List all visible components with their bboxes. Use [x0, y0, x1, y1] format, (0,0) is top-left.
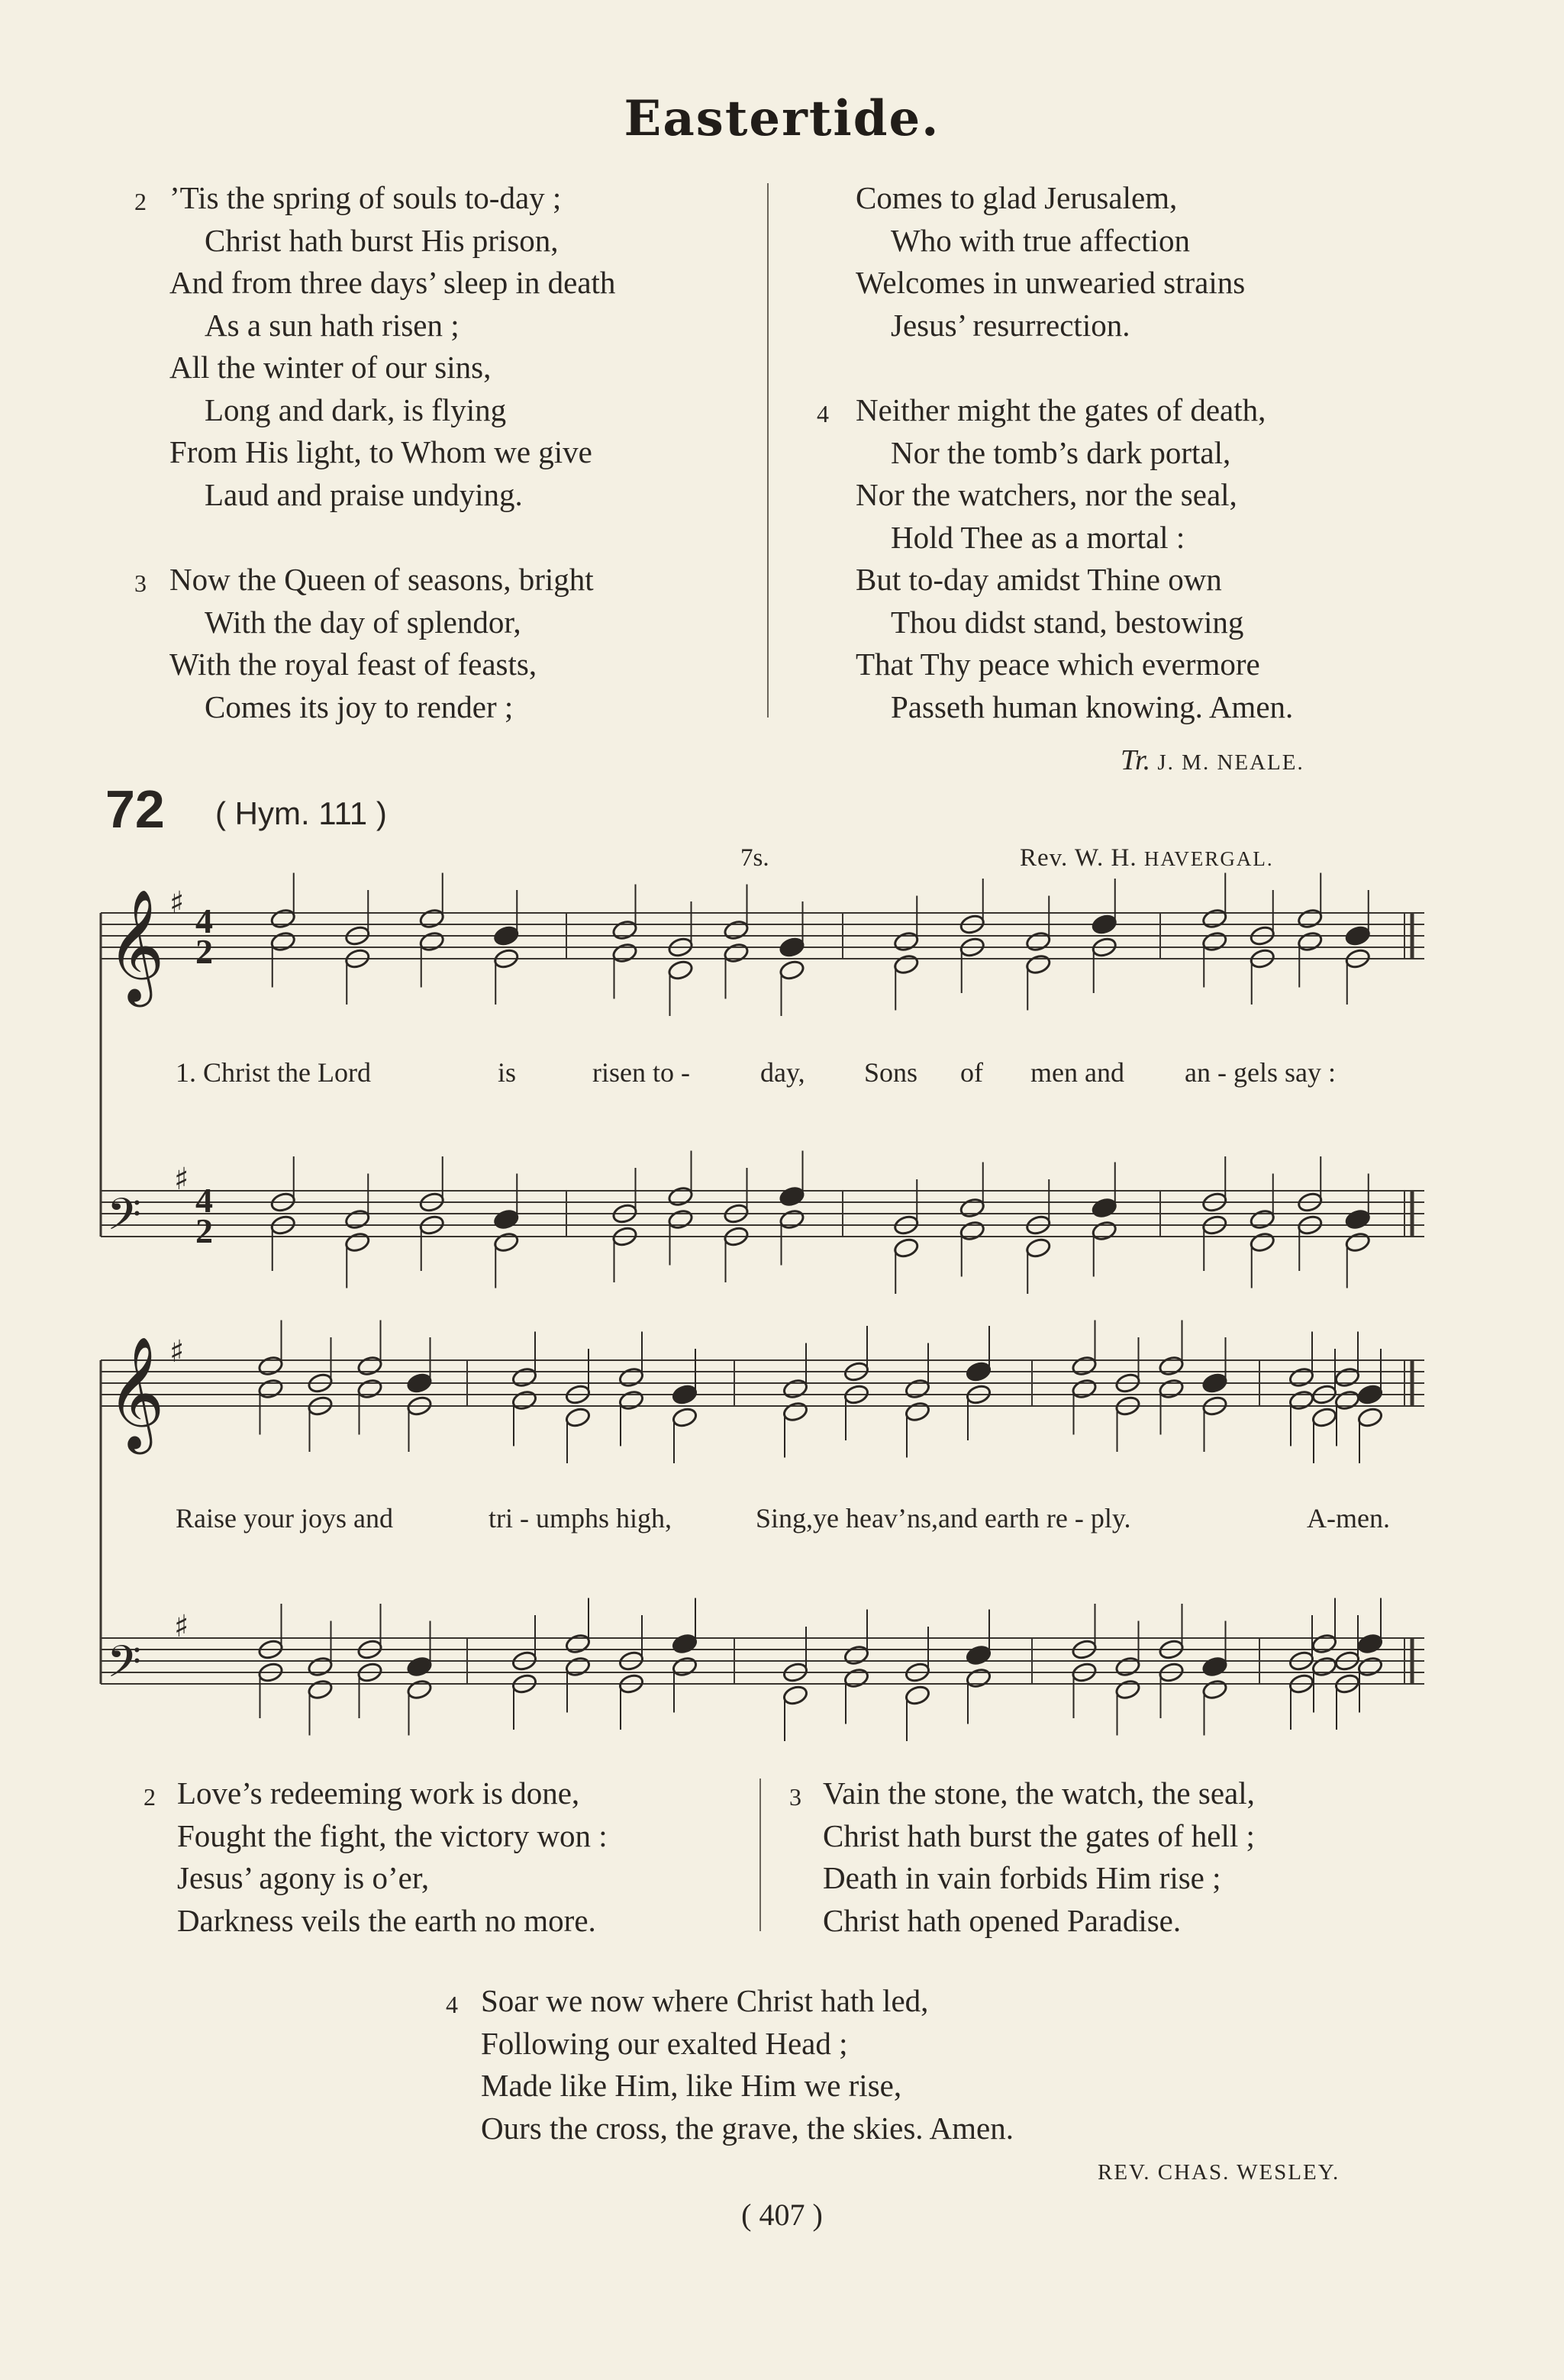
verse-line: And from three days’ sleep in death — [169, 265, 616, 300]
notehead — [1025, 953, 1052, 976]
notehead — [1201, 1679, 1228, 1701]
notehead — [611, 942, 638, 964]
notehead — [1356, 1633, 1383, 1655]
underlay-lyric: an - gels say : — [1185, 1057, 1336, 1088]
notehead — [564, 1633, 591, 1655]
notehead — [959, 1197, 985, 1219]
verse-line: That Thy peace which evermore — [856, 647, 1260, 682]
notehead — [1071, 1355, 1098, 1377]
notehead — [1344, 924, 1371, 947]
notehead — [1344, 1208, 1371, 1230]
notehead — [1333, 1389, 1360, 1411]
notehead — [406, 1679, 433, 1701]
notehead — [307, 1656, 334, 1678]
notehead — [779, 936, 805, 958]
notehead — [493, 1231, 520, 1253]
notehead — [1356, 1383, 1383, 1405]
notehead — [418, 908, 445, 930]
underlay-lyric: tri - umphs high, — [489, 1503, 672, 1533]
notehead — [564, 1406, 591, 1428]
underlay-lyric: Raise your joys and — [176, 1503, 393, 1533]
hymn-number: 72 — [105, 779, 165, 839]
underlay-lyric: A-men. — [1307, 1503, 1390, 1533]
notehead — [779, 1185, 805, 1208]
notehead — [893, 930, 920, 953]
sharp-icon: ♯ — [169, 1334, 185, 1369]
notehead — [1288, 1366, 1314, 1388]
underlay-lyric: of — [960, 1057, 983, 1088]
verse-line: Passeth human knowing. Amen. — [891, 689, 1294, 724]
verse-line: But to-day amidst Thine own — [856, 562, 1222, 597]
notehead — [564, 1656, 591, 1678]
sharp-icon: ♯ — [174, 1162, 189, 1197]
notehead — [418, 930, 445, 953]
notehead — [1356, 1656, 1383, 1678]
notehead — [611, 919, 638, 941]
notehead — [406, 1372, 433, 1394]
notehead — [671, 1406, 698, 1428]
notehead — [667, 959, 694, 981]
hymnal-reference: ( Hym. 111 ) — [215, 795, 387, 831]
author-credit: REV. CHAS. WESLEY. — [1098, 2160, 1340, 2185]
verse-line: Nor the watchers, nor the seal, — [856, 477, 1237, 512]
verse-3 — [823, 1772, 1255, 1942]
notehead — [904, 1401, 930, 1423]
notehead — [723, 942, 750, 964]
notehead — [1356, 1406, 1383, 1428]
verse-line: Darkness veils the earth no more. — [177, 1902, 596, 1938]
notehead — [493, 1208, 520, 1230]
translator-prefix: Tr. — [1121, 744, 1151, 776]
notehead — [671, 1383, 698, 1405]
notehead — [257, 1355, 284, 1377]
verse-line: With the day of splendor, — [205, 604, 521, 640]
notehead — [782, 1401, 808, 1423]
notehead — [779, 959, 805, 981]
verse-line: Laud and praise undying. — [205, 476, 523, 512]
notehead — [1311, 1656, 1337, 1678]
notehead — [1333, 1366, 1360, 1388]
time-signature-denominator: 2 — [195, 932, 213, 971]
notehead — [782, 1378, 808, 1400]
underlay-lyric: day, — [760, 1057, 805, 1088]
verse-number: 2 — [134, 188, 147, 215]
time-signature-denominator: 2 — [195, 1211, 213, 1250]
notehead — [1158, 1355, 1185, 1377]
bass-clef-icon: 𝄢 — [107, 1636, 142, 1698]
page-number: ( 407 ) — [741, 2198, 823, 2232]
notehead — [1311, 1633, 1337, 1655]
sharp-icon: ♯ — [174, 1609, 189, 1644]
underlay-lyric: 1. Christ the Lord — [176, 1057, 371, 1088]
verse-line: Jesus’ agony is o’er, — [177, 1860, 430, 1895]
notehead — [1158, 1378, 1185, 1400]
verse-line: As a sun hath risen ; — [205, 307, 460, 343]
underlay-lyric: is — [498, 1057, 517, 1088]
notehead — [356, 1355, 383, 1377]
notehead — [356, 1378, 383, 1400]
verse-line: Christ hath burst the gates of hell ; — [823, 1817, 1255, 1853]
notehead — [1201, 1656, 1228, 1678]
meter: 7s. — [740, 844, 769, 872]
verse-line: Christ hath burst His prison, — [205, 222, 559, 258]
notehead — [671, 1633, 698, 1655]
underlay-lyric: Sons — [864, 1057, 918, 1088]
notehead — [344, 1231, 371, 1253]
verse-line: ’Tis the spring of souls to-day ; — [169, 180, 562, 215]
notehead — [257, 1378, 284, 1400]
notehead — [1297, 908, 1324, 930]
bass-clef-icon: 𝄢 — [107, 1188, 142, 1251]
notehead — [1249, 1208, 1275, 1230]
notehead — [1249, 1231, 1275, 1253]
notehead — [511, 1366, 537, 1388]
underlay-lyric: men and — [1030, 1057, 1124, 1088]
verse-line: All the winter of our sins, — [169, 350, 492, 385]
notehead — [779, 1208, 805, 1230]
notehead — [269, 930, 296, 953]
verse-line: Ours the cross, the grave, the skies. Amen. — [481, 2110, 1014, 2146]
verse-line: Welcomes in unwearied strains — [856, 265, 1246, 300]
notehead — [959, 1220, 985, 1242]
notehead — [1311, 1406, 1337, 1428]
notehead — [843, 1667, 869, 1689]
verse-line: Made like Him, like Him we rise, — [481, 2068, 902, 2103]
verse-line: Comes to glad Jerusalem, — [856, 180, 1178, 215]
treble-clef-icon: 𝄞 — [107, 888, 165, 1002]
verse-line: Long and dark, is flying — [205, 392, 507, 427]
notehead — [1114, 1656, 1141, 1678]
notehead — [269, 908, 296, 930]
composer-name: HAVERGAL. — [1143, 847, 1274, 870]
notehead — [893, 953, 920, 976]
verse-line: Jesus’ resurrection. — [891, 307, 1130, 343]
verse-line: Death in vain forbids Him rise ; — [823, 1860, 1221, 1895]
translator-name: J. M. NEALE. — [1157, 750, 1304, 775]
notehead — [667, 1208, 694, 1230]
section-header: Eastertide. — [624, 90, 940, 147]
underlay-lyric: risen to - — [592, 1057, 690, 1088]
notehead — [1201, 908, 1228, 930]
notehead — [1091, 1197, 1117, 1219]
verse-2 — [177, 1772, 608, 1942]
notehead — [618, 1366, 644, 1388]
verse-line: Following our exalted Head ; — [481, 2025, 848, 2061]
notehead — [904, 1684, 930, 1706]
column-divider — [759, 1779, 761, 1931]
time-signature-numerator: 4 — [195, 1181, 213, 1220]
verse-number: 3 — [134, 569, 147, 597]
verse-line: Nor the tomb’s dark portal, — [891, 434, 1231, 470]
notehead — [671, 1656, 698, 1678]
notehead — [723, 919, 750, 941]
verse-line: Now the Queen of seasons, bright — [169, 562, 594, 597]
notehead — [1025, 930, 1052, 953]
notehead — [1071, 1378, 1098, 1400]
notehead — [782, 1684, 808, 1706]
composer-prefix: Rev. W. H. — [1020, 844, 1144, 872]
verse-line: Thou didst stand, bestowing — [891, 604, 1244, 640]
notehead — [406, 1656, 433, 1678]
notehead — [843, 1644, 869, 1666]
treble-clef-icon: 𝄞 — [107, 1336, 165, 1450]
verse-number: 3 — [789, 1783, 801, 1811]
notehead — [1091, 1220, 1117, 1242]
verse-line: Soar we now where Christ hath led, — [481, 1983, 929, 2018]
verse-line: Hold Thee as a mortal : — [891, 519, 1185, 555]
notehead — [511, 1389, 537, 1411]
notehead — [667, 1185, 694, 1208]
notehead — [1091, 913, 1117, 935]
verse-line: From His light, to Whom we give — [169, 434, 592, 469]
notehead — [1344, 1231, 1371, 1253]
verse-line: Who with true affection — [891, 222, 1191, 258]
verse-line: Christ hath opened Paradise. — [823, 1902, 1182, 1938]
notehead — [1025, 1237, 1052, 1259]
notehead — [965, 1667, 992, 1689]
notehead — [1288, 1389, 1314, 1411]
notehead — [893, 1237, 920, 1259]
notehead — [344, 1208, 371, 1230]
underlay-lyric: Sing,ye heav’ns,and earth re - ply. — [756, 1503, 1131, 1533]
notehead — [965, 1360, 992, 1382]
verse-line: With the royal feast of feasts, — [169, 647, 537, 682]
notehead — [1114, 1679, 1141, 1701]
verse-line: Vain the stone, the watch, the seal, — [823, 1775, 1255, 1811]
notehead — [1201, 1372, 1228, 1394]
notehead — [1297, 930, 1324, 953]
notehead — [618, 1389, 644, 1411]
notehead — [1201, 930, 1228, 953]
notehead — [965, 1644, 992, 1666]
verse-number: 4 — [446, 1991, 458, 2018]
notehead — [493, 924, 520, 947]
verse-line: Neither might the gates of death, — [856, 392, 1266, 427]
verse-number: 4 — [817, 400, 829, 427]
sharp-icon: ♯ — [169, 885, 185, 921]
verse-number: 2 — [144, 1783, 156, 1811]
time-signature-numerator: 4 — [195, 901, 213, 940]
notehead — [904, 1378, 930, 1400]
verse-line: Comes its joy to render ; — [205, 689, 514, 724]
notehead — [307, 1679, 334, 1701]
verse-4 — [481, 1980, 1014, 2149]
verse-line: Love’s redeeming work is done, — [177, 1775, 580, 1811]
verse-line: Fought the fight, the victory won : — [177, 1817, 608, 1853]
